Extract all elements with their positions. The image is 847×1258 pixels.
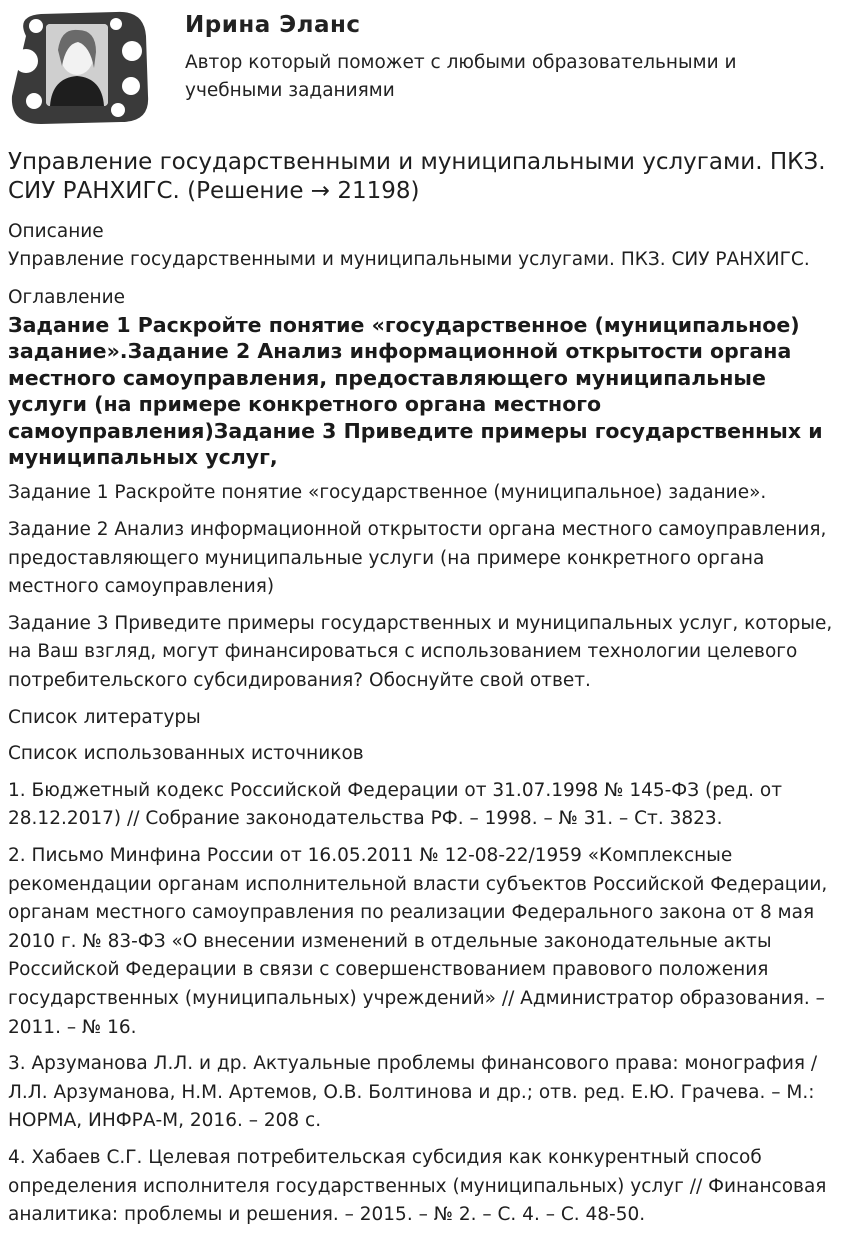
document-title: Управление государственными и муниципальными услугами. ПКЗ. СИУ РАНХИГС. (Решение → 21198) <box>8 149 826 204</box>
film-reel-frame-icon <box>6 6 152 126</box>
task-item: Задание 1 Раскройте понятие «государственное (муниципальное) задание». <box>8 482 767 504</box>
author-header <box>0 0 847 135</box>
task-item: Задание 3 Приведите примеры государственных и муниципальных услуг, которые, на Ваш взгляд, могут финансироваться с использованием технологии целевого потребительского субсидирования? Обоснуйте свой ответ. <box>8 612 833 691</box>
source-item: 1. Бюджетный кодекс Российской Федерации от 31.07.1998 № 145-ФЗ (ред. от 28.12.2017) // Собрание законодательства РФ. – 1998. – № 31. – Ст. 3823. <box>8 779 782 830</box>
source-item: 2. Письмо Минфина России от 16.05.2011 № 12-08-22/1959 «Комплексные рекомендации органам исполнительной власти субъектов Российской Федерации, органам местного самоуправления по реализации Федерального закона от 8 мая 2010 г. № 83-ФЗ «О внесении изменений в отдельные законодательные акты Российской Федерации в связи с совершенствованием правового положения государственных (муниципальных) учреждений» // Администратор образования. – 2011. – № 16. <box>8 844 828 1038</box>
task-item: Задание 2 Анализ информационной открытости органа местного самоуправления, предоставляющего муниципальные услуги (на примере конкретного органа местного самоуправления) <box>8 519 827 598</box>
literature-label: Список литературы <box>8 706 201 728</box>
sources-label: Список использованных источников <box>8 743 364 765</box>
author-description: Автор который поможет с любыми образовательными и учебными заданиями <box>185 52 737 101</box>
author-avatar[interactable] <box>6 6 152 126</box>
toc-label: Оглавление <box>8 287 126 308</box>
description-label: Описание <box>8 221 104 242</box>
description-text: Управление государственными и муниципальными услугами. ПКЗ. СИУ РАНХИГС. <box>8 249 810 270</box>
source-item: 4. Хабаев С.Г. Целевая потребительская субсидия как конкурентный способ определения исполнителя государственных (муниципальных) услуг // Финансовая аналитика: проблемы и решения. – 2015. – № 2. – С. 4. – С. 48-50. <box>8 1146 827 1226</box>
document-content <box>8 148 840 1238</box>
author-name[interactable]: Ирина Эланс <box>185 12 361 38</box>
source-item: 3. Арзуманова Л.Л. и др. Актуальные проблемы финансового права: монография / Л.Л. Арзуманова, Н.М. Артемов, О.В. Болтинова и др.; отв. ред. Е.Ю. Грачева. – М.: НОРМА, ИНФРА-М, 2016. – 208 с. <box>8 1053 818 1132</box>
toc-summary: Задание 1 Раскройте понятие «государственное (муниципальное) задание».Задание 2 Анализ информационной открытости органа местного самоуправления, предоставляющего муниципальные услуги (на примере конкретного органа местного самоуправления)Задание 3 Приведите примеры государственных и муниципальных услуг, <box>8 313 823 470</box>
